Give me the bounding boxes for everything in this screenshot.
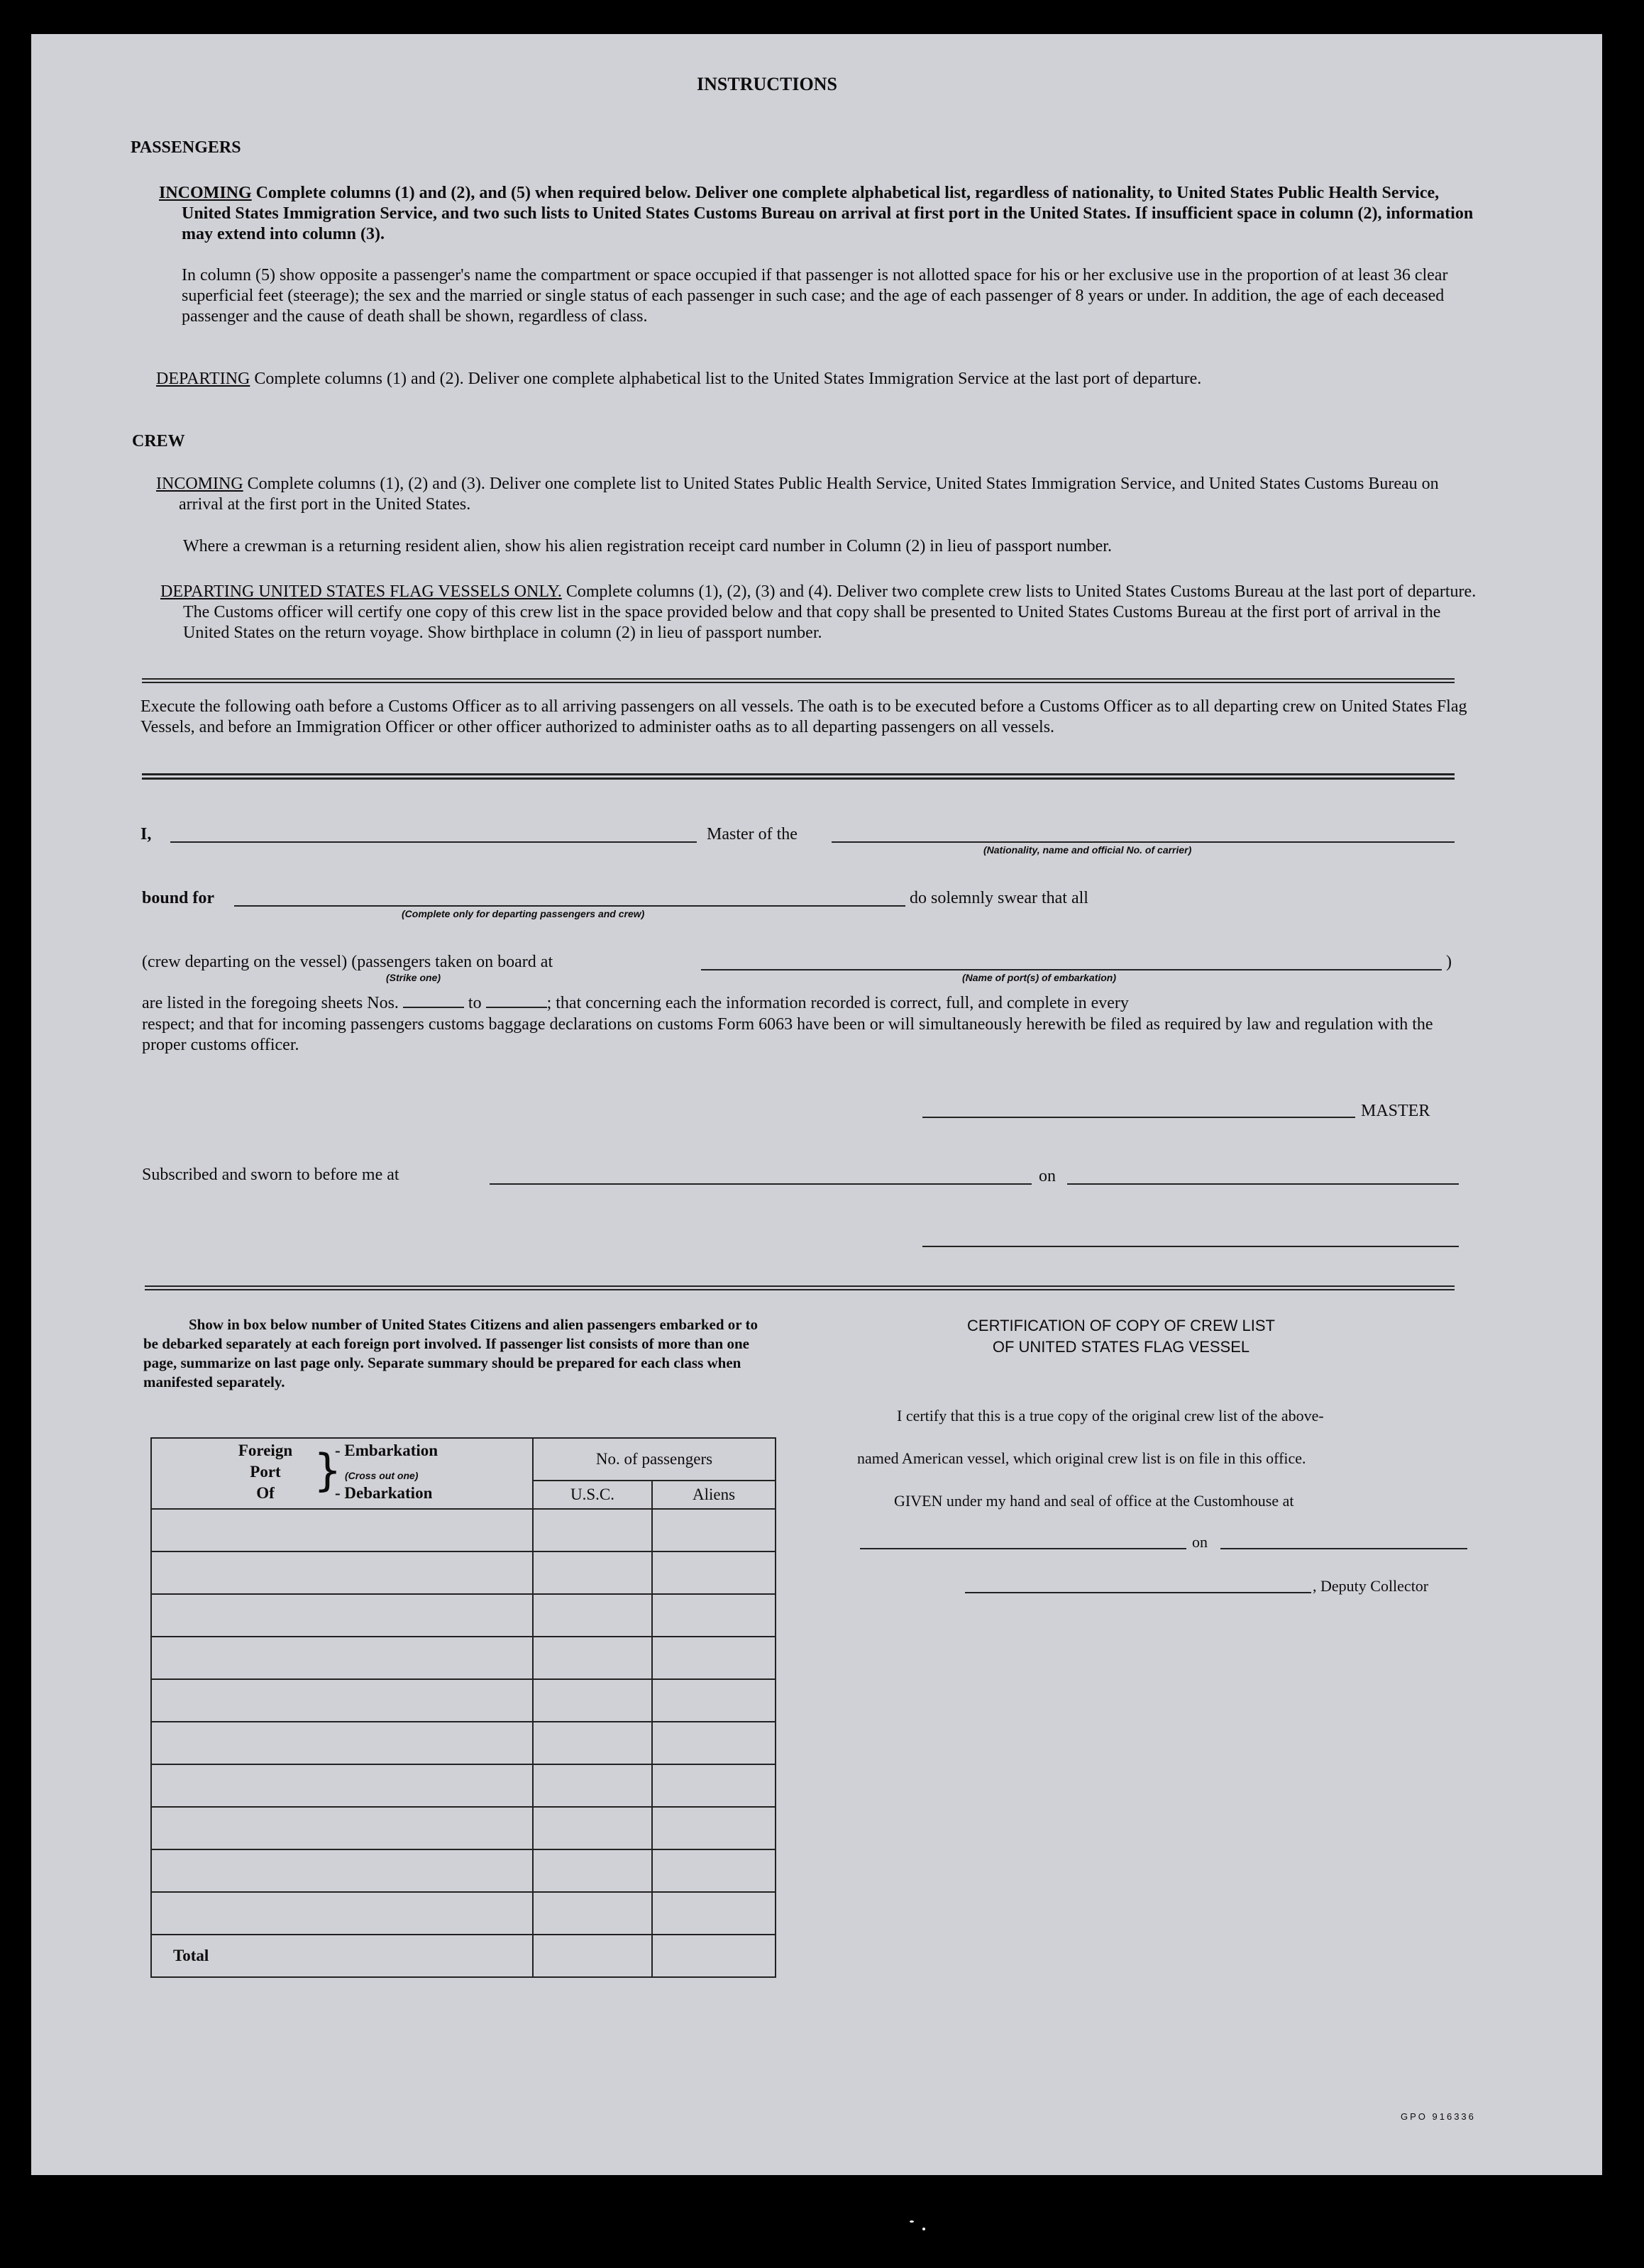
master-label: MASTER (1361, 1102, 1430, 1120)
usc-cell[interactable] (533, 1722, 652, 1764)
total-usc-cell[interactable] (533, 1935, 652, 1977)
aliens-cell[interactable] (652, 1679, 776, 1722)
carrier-field[interactable] (832, 841, 1455, 843)
passengers-incoming-text: Complete columns (1) and (2), and (5) when required below. Deliver one complete alphabetical list, regardless of nationality, to United States Public Health Service, United States Immigration Service, and two such lists to United States Customs Bureau on arrival at first port in the United States. If insufficient space in column (2), information may extend into column (3). (182, 184, 1474, 243)
table-row (151, 1807, 776, 1849)
usc-cell[interactable] (533, 1679, 652, 1722)
usc-cell[interactable] (533, 1509, 652, 1551)
usc-cell[interactable] (533, 1807, 652, 1849)
bound-for-field[interactable] (234, 905, 905, 907)
aliens-cell[interactable] (652, 1551, 776, 1594)
listed-line-1 (142, 993, 1129, 1014)
sworn-place-field[interactable] (490, 1183, 1032, 1185)
table-row (151, 1722, 776, 1764)
total-row (151, 1935, 776, 1977)
crew-incoming-paragraph (156, 474, 1482, 515)
aliens-cell[interactable] (652, 1594, 776, 1637)
scan-speck (910, 2220, 914, 2223)
listed-text-2: ; that concerning each the information recorded is correct, full, and complete in every (546, 994, 1129, 1012)
passengers-incoming-paragraph (159, 183, 1480, 245)
incoming-label: INCOMING (159, 184, 252, 202)
aliens-cell[interactable] (652, 1722, 776, 1764)
total-aliens-cell[interactable] (652, 1935, 776, 1977)
certification-date-field[interactable] (1220, 1548, 1467, 1549)
crew-departing-paragraph (160, 582, 1482, 643)
table-row (151, 1764, 776, 1807)
crew-passengers-text: (crew departing on the vessel) (passengers taken on board at (142, 953, 553, 971)
passengers-heading: PASSENGERS (131, 138, 241, 157)
sworn-date-field[interactable] (1067, 1183, 1459, 1185)
strike-caption: (Strike one) (386, 972, 441, 983)
cross-out-caption: (Cross out one) (345, 1470, 419, 1481)
listed-text-1: are listed in the foregoing sheets Nos. (142, 994, 399, 1012)
oath-instruction: Execute the following oath before a Customs Officer as to all arriving passengers on all vessels. The oath is to be executed before a Customs Officer as to all departing crew on United States Flag Vessels, and before an Immigration Officer or other officer authorized to administer oaths as to all departing passengers on all vessels. (140, 697, 1467, 736)
close-paren: ) (1446, 953, 1452, 971)
port-cell[interactable] (151, 1679, 533, 1722)
master-name-field[interactable] (170, 841, 697, 843)
master-signature-field[interactable] (922, 1117, 1355, 1118)
certification-line-1: I certify that this is a true copy of the original crew list of the above- (897, 1407, 1324, 1425)
gpo-code: GPO 916336 (1401, 2111, 1476, 2122)
departing-label: DEPARTING (156, 370, 250, 388)
officer-signature-field[interactable] (922, 1246, 1459, 1247)
summary-table (150, 1437, 776, 1978)
bound-for-label: bound for (142, 889, 215, 907)
certification-line-2: named American vessel, which original crew list is on file in this office. (857, 1449, 1306, 1467)
aliens-cell[interactable] (652, 1509, 776, 1551)
divider (142, 678, 1455, 683)
usc-cell[interactable] (533, 1849, 652, 1892)
usc-cell[interactable] (533, 1764, 652, 1807)
page-title: INSTRUCTIONS (697, 74, 837, 94)
usc-header: U.S.C. (533, 1481, 652, 1509)
certification-line-3: GIVEN under my hand and seal of office at the Customhouse at (894, 1492, 1294, 1510)
certification-title-line-2: OF UNITED STATES FLAG VESSEL (992, 1338, 1250, 1356)
passengers-column5-paragraph: In column (5) show opposite a passenger's name the compartment or space occupied if that passenger is not allotted space for his or her exclusive use in the proportion of at least 36 clear superficial feet (steerage); the sex and the married or single status of each passenger in such case; and the age of each passenger of 8 years or under. In addition, the age of each deceased passenger and the cause of death shall be shown, regardless of class. (182, 266, 1448, 326)
crew-incoming-label: INCOMING (156, 475, 243, 493)
crew-departing-text: Complete columns (1), (2), (3) and (4). Deliver two complete crew lists to United States Customs Bureau at the last port of departure. The Customs officer will certify one copy of this crew list in the space provided below and that copy shall be presented to United States Customs Bureau at the first port of arrival in the United States on the return voyage. Show birthplace in column (2) in lieu of passport number. (183, 582, 1477, 642)
embarkation-ports-field[interactable] (701, 969, 1442, 970)
divider (145, 1285, 1455, 1290)
passengers-departing-paragraph (156, 369, 1482, 389)
swear-text: do solemnly swear that all (910, 889, 1088, 907)
port-cell[interactable] (151, 1807, 533, 1849)
aliens-header: Aliens (652, 1481, 776, 1509)
aliens-cell[interactable] (652, 1764, 776, 1807)
aliens-cell[interactable] (652, 1849, 776, 1892)
divider (142, 773, 1455, 780)
port-cell[interactable] (151, 1509, 533, 1551)
aliens-cell[interactable] (652, 1807, 776, 1849)
table-row (151, 1637, 776, 1679)
passengers-departing-text: Complete columns (1) and (2). Deliver one complete alphabetical list to the United States Immigration Service at the last port of departure. (254, 370, 1202, 388)
port-cell[interactable] (151, 1637, 533, 1679)
table-row (151, 1892, 776, 1935)
table-row (151, 1849, 776, 1892)
crew-resident-paragraph: Where a crewman is a returning resident alien, show his alien registration receipt card number in Column (2) in lieu of passport number. (183, 537, 1112, 555)
table-row (151, 1509, 776, 1551)
port-label: Port (250, 1463, 281, 1481)
total-label: Total (151, 1935, 533, 1977)
foreign-label: Foreign (238, 1442, 293, 1459)
port-cell[interactable] (151, 1892, 533, 1935)
certification-title (866, 1315, 1377, 1358)
port-cell[interactable] (151, 1849, 533, 1892)
summary-instructions: Show in box below number of United States Citizens and alien passengers embarked or to be debarked separately at each foreign port involved. If passenger list consists of more than one page, summarize on last page only. Separate summary should be prepared for each class when manifested separately. (143, 1316, 758, 1390)
port-header-cell (151, 1438, 533, 1509)
embarkation-label: - Embarkation (335, 1442, 438, 1459)
crew-heading: CREW (132, 432, 185, 450)
usc-cell[interactable] (533, 1551, 652, 1594)
table-row (151, 1551, 776, 1594)
ports-caption: (Name of port(s) of embarkation) (962, 972, 1117, 983)
port-cell[interactable] (151, 1722, 533, 1764)
deputy-collector-signature-field[interactable] (965, 1592, 1311, 1593)
crew-departing-label: DEPARTING UNITED STATES FLAG VESSELS ONLY. (160, 582, 562, 601)
usc-cell[interactable] (533, 1594, 652, 1637)
of-label: Of (256, 1484, 275, 1502)
sheet-from-field[interactable] (403, 994, 464, 1008)
oath-i-label: I, (140, 825, 152, 843)
port-cell[interactable] (151, 1764, 533, 1807)
scan-speck (922, 2228, 925, 2230)
customhouse-field[interactable] (860, 1548, 1186, 1549)
form-page (31, 34, 1602, 2175)
table-row (151, 1679, 776, 1722)
deputy-collector-label: , Deputy Collector (1313, 1577, 1429, 1595)
certification-on-label: on (1192, 1533, 1208, 1551)
listed-to: to (468, 994, 482, 1012)
listed-text-3: respect; and that for incoming passengers customs baggage declarations on customs Form 6063 have been or will simultaneously herewith be filed as required by law and regulation with the proper customs officer. (142, 1015, 1433, 1054)
bound-for-caption: (Complete only for departing passengers and crew) (402, 908, 645, 919)
aliens-cell[interactable] (652, 1892, 776, 1935)
usc-cell[interactable] (533, 1637, 652, 1679)
sworn-on-label: on (1039, 1167, 1056, 1185)
port-cell[interactable] (151, 1551, 533, 1594)
carrier-caption: (Nationality, name and official No. of carrier) (983, 844, 1192, 856)
port-cell[interactable] (151, 1594, 533, 1637)
crew-incoming-text: Complete columns (1), (2) and (3). Deliver one complete list to United States Public Health Service, United States Immigration Service, and United States Customs Bureau on arrival at the first port in the United States. (179, 475, 1439, 514)
subscribed-label: Subscribed and sworn to before me at (142, 1166, 399, 1184)
master-of-the-label: Master of the (707, 825, 798, 843)
table-row (151, 1594, 776, 1637)
usc-cell[interactable] (533, 1892, 652, 1935)
sheet-to-field[interactable] (486, 994, 547, 1008)
certification-title-line-1: CERTIFICATION OF COPY OF CREW LIST (967, 1317, 1275, 1334)
no-passengers-header: No. of passengers (533, 1438, 776, 1481)
debarkation-label: - Debarkation (335, 1484, 433, 1502)
aliens-cell[interactable] (652, 1637, 776, 1679)
brace-icon: } (314, 1444, 342, 1496)
